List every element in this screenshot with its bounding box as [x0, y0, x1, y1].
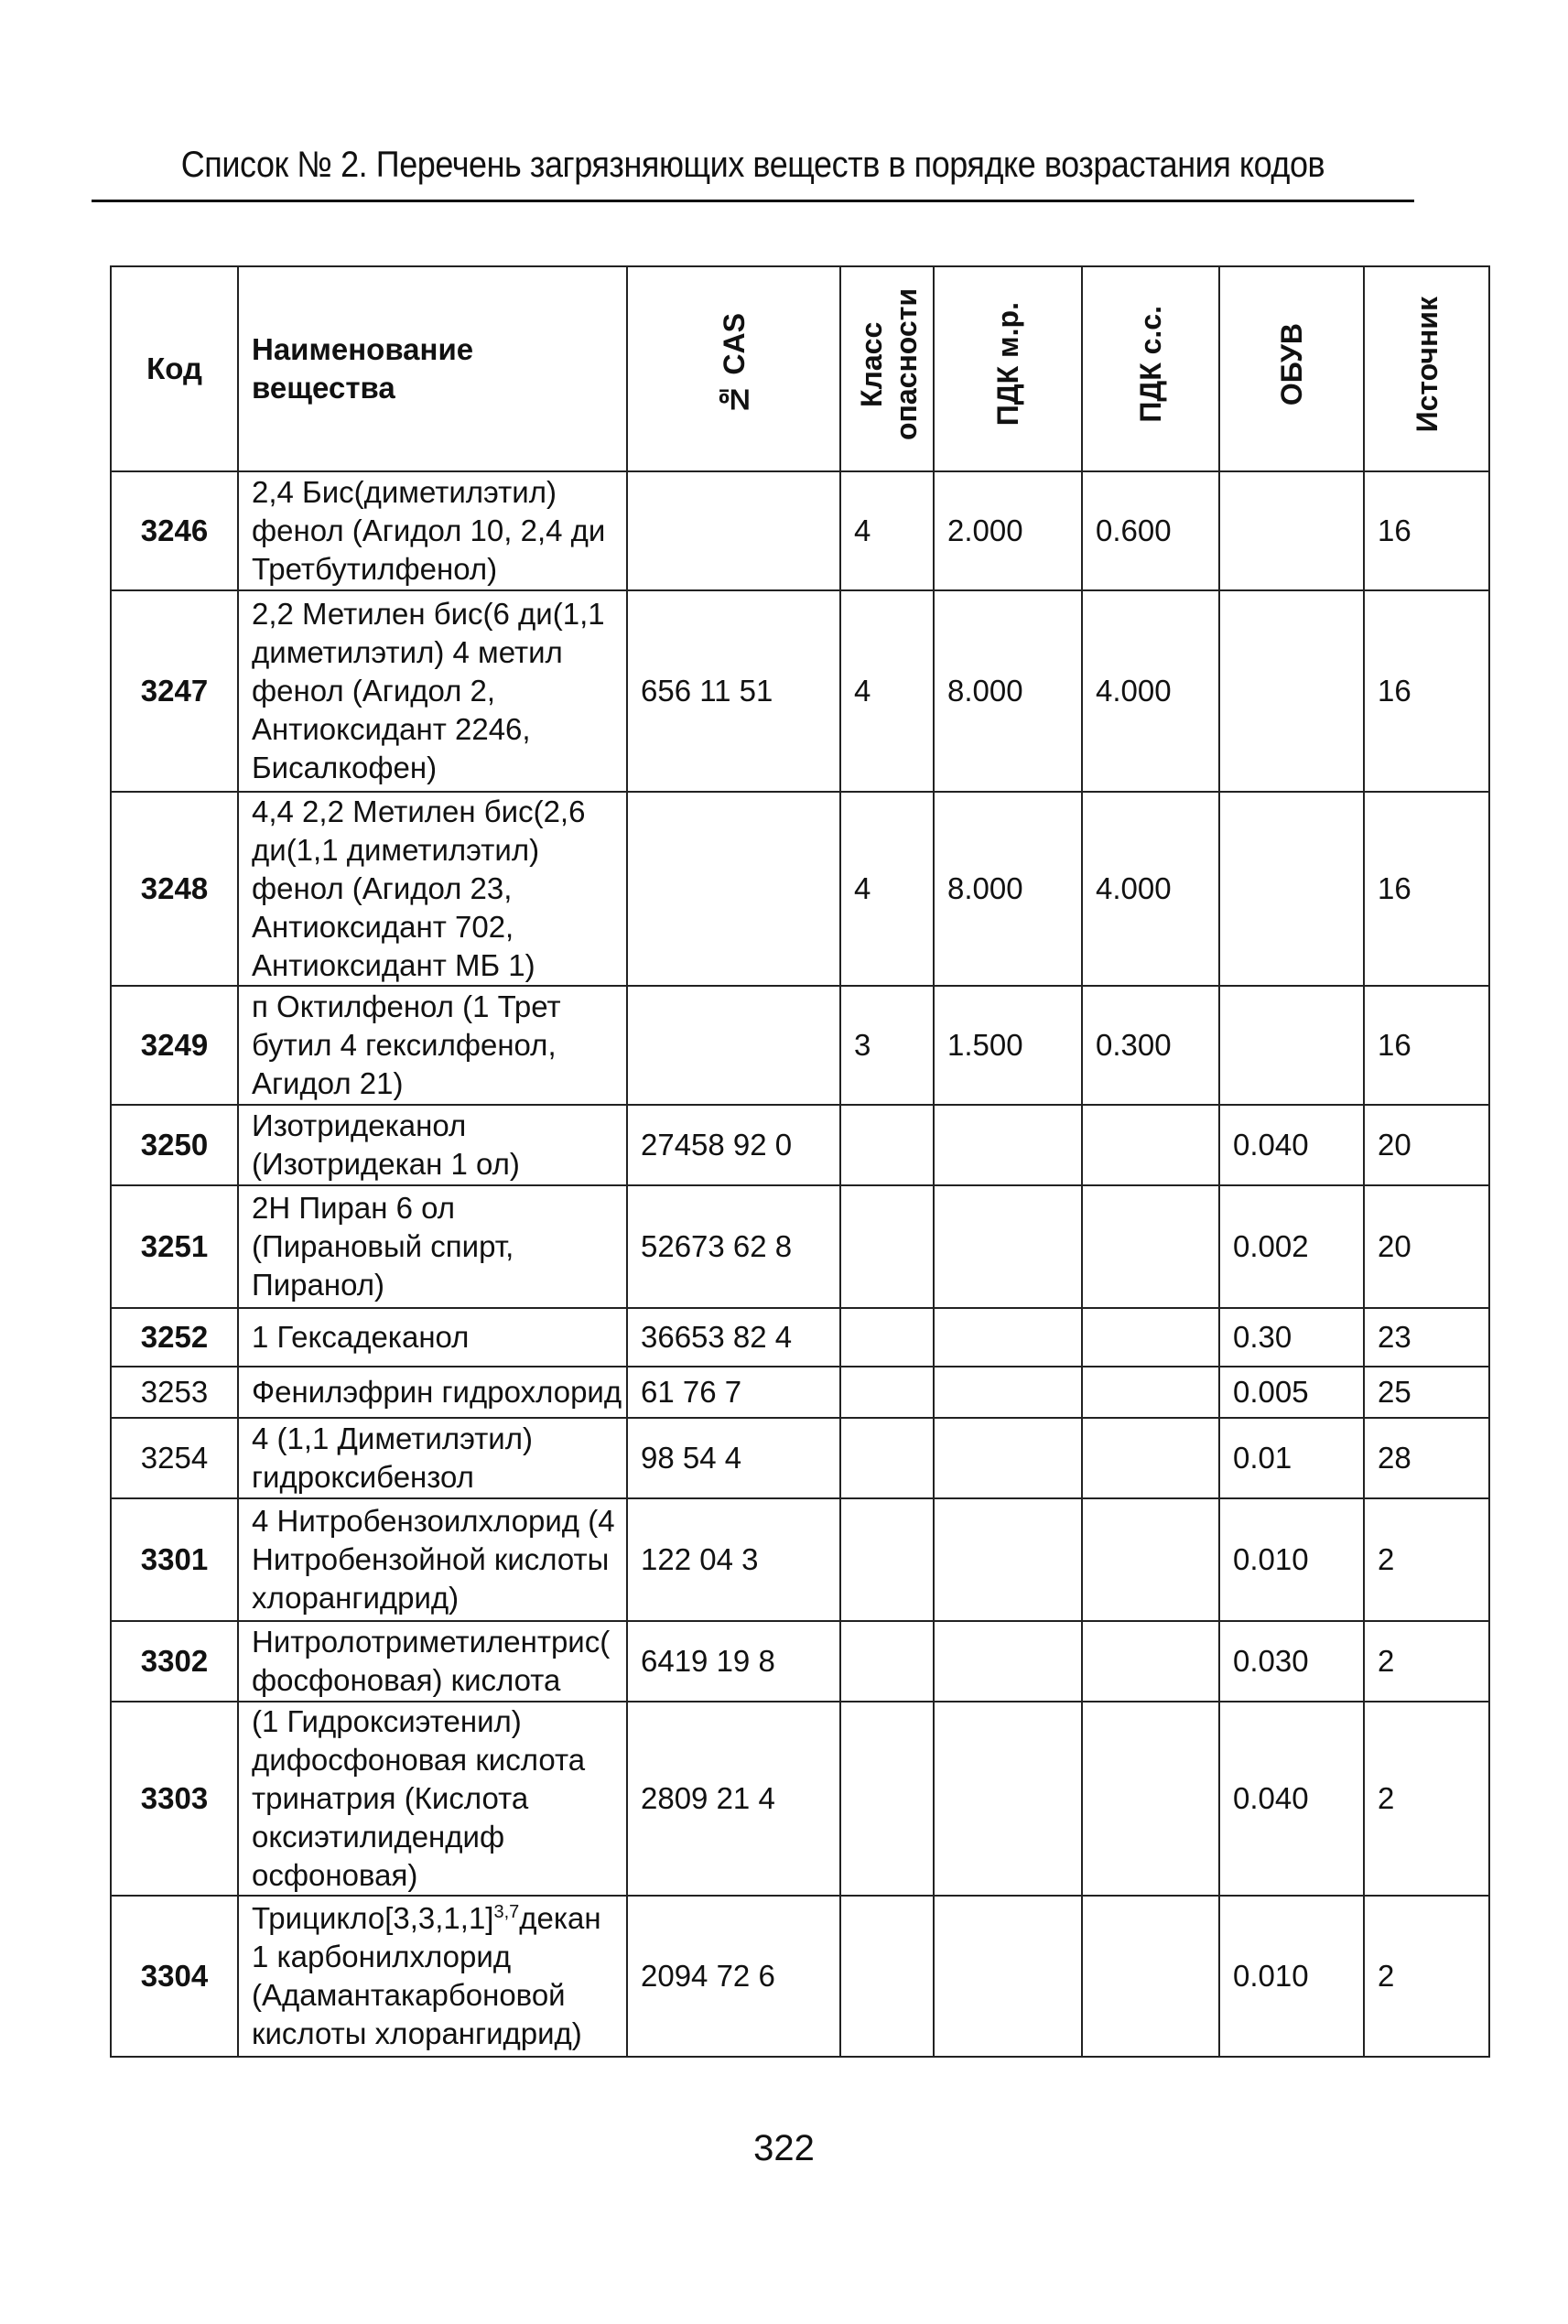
cell-cas: 6419 19 8	[627, 1621, 840, 1702]
cell-code: 3252	[111, 1308, 238, 1367]
cell-code: 3254	[111, 1418, 238, 1498]
cell-code: 3304	[111, 1896, 238, 2057]
cell-name-line: бутил 4 гексилфенол,	[252, 1028, 557, 1062]
header-hazard-class	[840, 266, 934, 471]
cell-name-line: фенол (Агидол 2,	[252, 674, 496, 708]
cell-pdk-ss	[1082, 1308, 1219, 1367]
cell-obuv	[1219, 986, 1364, 1105]
cell-pdk-mr	[934, 1418, 1082, 1498]
cell-cas: 98 54 4	[627, 1418, 840, 1498]
table-row	[111, 1418, 1489, 1498]
cell-name-line: 4,4 2,2 Метилен бис(2,6	[252, 794, 586, 828]
table-row	[111, 1308, 1489, 1367]
cell-cas	[627, 792, 840, 986]
cell-name	[238, 1896, 627, 2057]
cell-cas: 52673 62 8	[627, 1185, 840, 1308]
cell-cas	[627, 986, 840, 1105]
cell-hazard-class	[840, 1896, 934, 2057]
cell-pdk-ss: 4.000	[1082, 792, 1219, 986]
cell-code: 3303	[111, 1702, 238, 1896]
cell-name	[238, 1105, 627, 1185]
cell-name-line: гидроксибензол	[252, 1460, 474, 1494]
cell-pdk-ss	[1082, 1498, 1219, 1621]
cell-code: 3302	[111, 1621, 238, 1702]
cell-name-line: (Пирановый спирт,	[252, 1229, 514, 1263]
cell-hazard-class	[840, 1702, 934, 1896]
cell-pdk-mr	[934, 1105, 1082, 1185]
cell-source: 16	[1364, 590, 1489, 792]
table-row	[111, 1498, 1489, 1621]
cell-name-line: (1 Гидроксиэтенил)	[252, 1704, 522, 1738]
cell-obuv: 0.040	[1219, 1105, 1364, 1185]
cell-name-line: 4 Нитробензоилхлорид (4	[252, 1504, 615, 1538]
cell-pdk-ss	[1082, 1896, 1219, 2057]
cell-obuv	[1219, 590, 1364, 792]
cell-hazard-class	[840, 1621, 934, 1702]
cell-code: 3253	[111, 1367, 238, 1418]
cell-code: 3246	[111, 471, 238, 590]
cell-name-line: тринатрия (Кислота	[252, 1781, 529, 1815]
cell-pdk-ss	[1082, 1621, 1219, 1702]
cell-name	[238, 1621, 627, 1702]
header-obuv-label: ОБУВ	[1275, 322, 1308, 406]
header-pdk-ss	[1082, 266, 1219, 471]
cell-name	[238, 590, 627, 792]
cell-name-line: Нитробензойной кислоты	[252, 1542, 610, 1576]
cell-hazard-class: 4	[840, 590, 934, 792]
cell-code: 3247	[111, 590, 238, 792]
cell-name-line: Нитролотриметилентрис(	[252, 1625, 611, 1659]
cell-name-line: кислоты хлорангидрид)	[252, 2016, 582, 2050]
cell-name-line: фенол (Агидол 23,	[252, 871, 513, 905]
cell-name-line	[252, 1899, 613, 1938]
cell-cas: 61 76 7	[627, 1367, 840, 1418]
header-obuv	[1219, 266, 1364, 471]
page-title: Список № 2. Перечень загрязняющих веществ в порядке возрастания кодов	[180, 145, 1325, 185]
cell-cas: 2094 72 6	[627, 1896, 840, 2057]
header-cas-label: № CAS	[717, 312, 751, 416]
cell-name-line: (Адамантакарбоновой	[252, 1978, 566, 2012]
cell-pdk-mr: 2.000	[934, 471, 1082, 590]
table-row	[111, 1105, 1489, 1185]
title-underline	[92, 200, 1414, 202]
cell-name-line: Фенилэфрин гидрохлорид	[252, 1375, 622, 1409]
cell-name-line: 1 карбонилхлорид	[252, 1940, 512, 1973]
cell-source: 20	[1364, 1105, 1489, 1185]
cell-cas: 2809 21 4	[627, 1702, 840, 1896]
cell-name-superscript: 3,7	[493, 1902, 520, 1922]
cell-hazard-class	[840, 1105, 934, 1185]
cell-name-line: Антиоксидант МБ 1)	[252, 948, 535, 982]
table-row	[111, 1367, 1489, 1418]
cell-name-line: осфоновая)	[252, 1858, 418, 1892]
cell-name-line: 1 Гексадеканол	[252, 1320, 470, 1354]
cell-name-line-suffix: декан	[519, 1901, 601, 1935]
cell-obuv: 0.030	[1219, 1621, 1364, 1702]
cell-name-line: Третбутилфенол)	[252, 552, 498, 586]
cell-code: 3249	[111, 986, 238, 1105]
header-cas	[627, 266, 840, 471]
cell-pdk-mr	[934, 1896, 1082, 2057]
cell-name	[238, 1367, 627, 1418]
cell-name-line: диметилэтил) 4 метил	[252, 635, 563, 669]
cell-cas	[627, 471, 840, 590]
cell-name	[238, 1702, 627, 1896]
table-row	[111, 590, 1489, 792]
cell-pdk-mr	[934, 1367, 1082, 1418]
header-pdk-mr-label: ПДК м.р.	[991, 302, 1024, 427]
cell-obuv: 0.30	[1219, 1308, 1364, 1367]
header-hazard-class-label: Класс опасности	[855, 287, 923, 441]
header-source-label: Источник	[1410, 296, 1444, 433]
cell-pdk-ss	[1082, 1105, 1219, 1185]
cell-source: 2	[1364, 1896, 1489, 2057]
cell-pdk-ss	[1082, 1418, 1219, 1498]
cell-source: 2	[1364, 1702, 1489, 1896]
table-body	[111, 471, 1489, 2057]
cell-name	[238, 1498, 627, 1621]
page-number: 322	[753, 2128, 815, 2168]
cell-pdk-mr: 1.500	[934, 986, 1082, 1105]
cell-pdk-ss: 4.000	[1082, 590, 1219, 792]
cell-name-line: 2Н Пиран 6 ол	[252, 1191, 456, 1225]
cell-obuv: 0.010	[1219, 1896, 1364, 2057]
cell-pdk-ss: 0.300	[1082, 986, 1219, 1105]
cell-obuv: 0.01	[1219, 1418, 1364, 1498]
cell-source: 20	[1364, 1185, 1489, 1308]
cell-name-line: 2,2 Метилен бис(6 ди(1,1	[252, 597, 605, 631]
cell-pdk-ss	[1082, 1702, 1219, 1896]
cell-hazard-class	[840, 1367, 934, 1418]
cell-pdk-mr: 8.000	[934, 792, 1082, 986]
table-header-row	[111, 266, 1489, 471]
cell-name-line: ди(1,1 диметилэтил)	[252, 833, 540, 867]
cell-code: 3250	[111, 1105, 238, 1185]
cell-hazard-class	[840, 1418, 934, 1498]
cell-cas: 27458 92 0	[627, 1105, 840, 1185]
table-row	[111, 1702, 1489, 1896]
cell-name-line-text: Трицикло[3,3,1,1]	[252, 1901, 494, 1935]
cell-code: 3248	[111, 792, 238, 986]
cell-name-line: п Октилфенол (1 Трет	[252, 989, 561, 1023]
cell-pdk-mr	[934, 1702, 1082, 1896]
cell-name	[238, 986, 627, 1105]
cell-obuv: 0.002	[1219, 1185, 1364, 1308]
cell-source: 2	[1364, 1498, 1489, 1621]
table-row	[111, 471, 1489, 590]
cell-cas: 656 11 51	[627, 590, 840, 792]
cell-hazard-class: 4	[840, 792, 934, 986]
cell-pdk-ss: 0.600	[1082, 471, 1219, 590]
cell-pdk-mr	[934, 1621, 1082, 1702]
cell-name-line: 2,4 Бис(диметилэтил)	[252, 475, 557, 509]
table-row	[111, 986, 1489, 1105]
cell-name-line: фенол (Агидол 10, 2,4 ди	[252, 513, 606, 547]
cell-name-line: фосфоновая) кислота	[252, 1663, 561, 1697]
cell-source: 16	[1364, 792, 1489, 986]
substances-table	[110, 265, 1490, 2058]
cell-name-line: 4 (1,1 Диметилэтил)	[252, 1421, 533, 1455]
table-row	[111, 1621, 1489, 1702]
table-row	[111, 792, 1489, 986]
cell-obuv: 0.005	[1219, 1367, 1364, 1418]
header-name: Наименование вещества	[238, 266, 627, 471]
cell-obuv: 0.010	[1219, 1498, 1364, 1621]
cell-pdk-mr	[934, 1498, 1082, 1621]
table-row	[111, 1185, 1489, 1308]
cell-hazard-class	[840, 1498, 934, 1621]
header-pdk-ss-label: ПДК с.с.	[1134, 306, 1167, 423]
cell-pdk-mr	[934, 1185, 1082, 1308]
cell-name-line: Антиоксидант 2246,	[252, 712, 531, 746]
cell-code: 3251	[111, 1185, 238, 1308]
cell-name	[238, 1185, 627, 1308]
header-pdk-mr	[934, 266, 1082, 471]
cell-name-line: Антиоксидант 702,	[252, 910, 514, 944]
cell-name	[238, 1418, 627, 1498]
cell-hazard-class	[840, 1185, 934, 1308]
cell-name	[238, 471, 627, 590]
cell-source: 28	[1364, 1418, 1489, 1498]
cell-name-line: Пиранол)	[252, 1268, 384, 1302]
cell-source: 16	[1364, 986, 1489, 1105]
cell-obuv	[1219, 471, 1364, 590]
cell-code: 3301	[111, 1498, 238, 1621]
cell-hazard-class: 3	[840, 986, 934, 1105]
cell-obuv	[1219, 792, 1364, 986]
cell-obuv: 0.040	[1219, 1702, 1364, 1896]
cell-name	[238, 1308, 627, 1367]
cell-name	[238, 792, 627, 986]
header-source	[1364, 266, 1489, 471]
cell-hazard-class	[840, 1308, 934, 1367]
cell-source: 16	[1364, 471, 1489, 590]
cell-name-line: Бисалкофен)	[252, 751, 438, 784]
cell-source: 2	[1364, 1621, 1489, 1702]
cell-name-line: дифосфоновая кислота	[252, 1743, 586, 1777]
cell-name-line: оксиэтилидендиф	[252, 1820, 505, 1854]
cell-name-line: (Изотридекан 1 ол)	[252, 1147, 520, 1181]
cell-source: 23	[1364, 1308, 1489, 1367]
cell-pdk-mr	[934, 1308, 1082, 1367]
cell-cas: 122 04 3	[627, 1498, 840, 1621]
cell-name-line: хлорангидрид)	[252, 1581, 460, 1615]
cell-name-line: Изотридеканол	[252, 1108, 467, 1142]
cell-pdk-ss	[1082, 1367, 1219, 1418]
table-row	[111, 1896, 1489, 2057]
cell-pdk-ss	[1082, 1185, 1219, 1308]
header-code: Код	[111, 266, 238, 471]
cell-name-line: Агидол 21)	[252, 1066, 404, 1100]
cell-source: 25	[1364, 1367, 1489, 1418]
cell-cas: 36653 82 4	[627, 1308, 840, 1367]
cell-pdk-mr: 8.000	[934, 590, 1082, 792]
cell-hazard-class: 4	[840, 471, 934, 590]
